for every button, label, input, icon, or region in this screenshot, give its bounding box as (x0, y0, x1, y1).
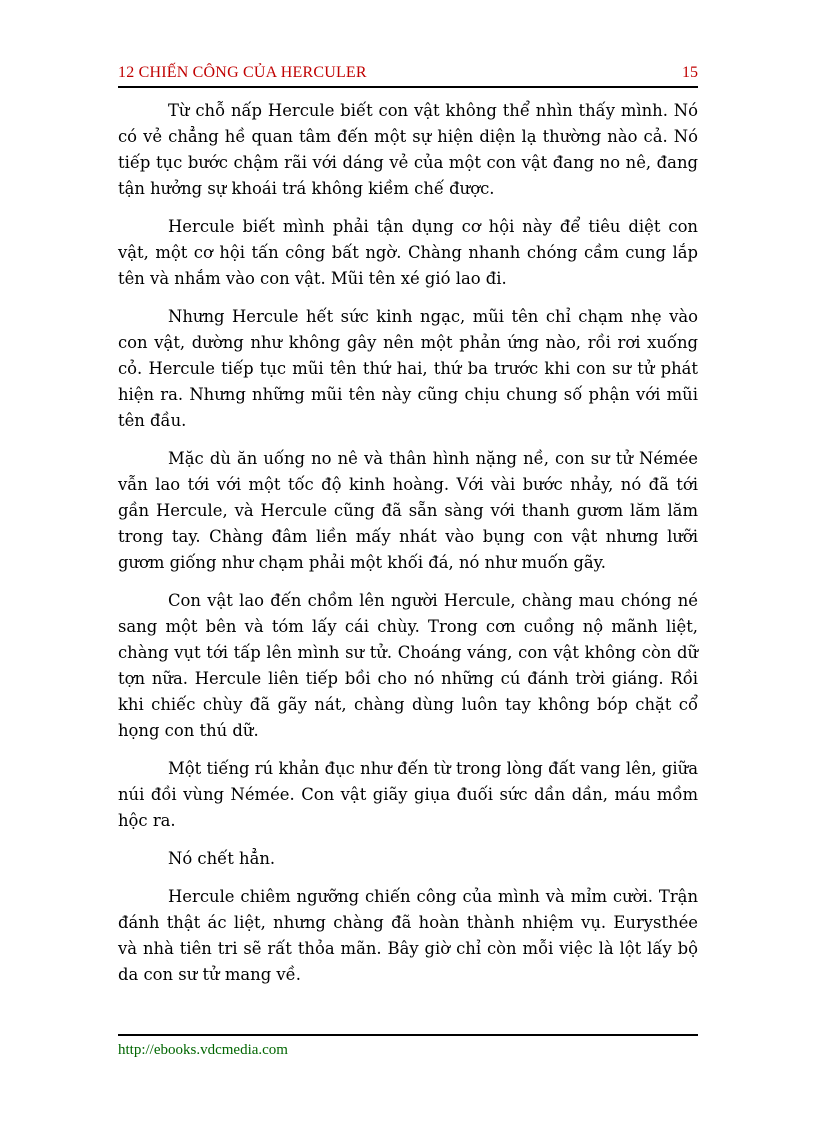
paragraph: Từ chỗ nấp Hercule biết con vật không thể nhìn thấy mình. Nó có vẻ chẳng hề quan tâm đến một sự hiện diện lạ thường nào cả. Nó tiếp tục bước chậm rãi với dáng vẻ của một con vật đang no nê, đang tận hưởng sự khoái trá không kiềm chế được. (118, 101, 698, 198)
paragraph: Một tiếng rú khản đục như đến từ trong lòng đất vang lên, giữa núi đồi vùng Némée. Con vật giãy giụa đuối sức dần dần, máu mồm hộc ra. (118, 759, 698, 830)
paragraph: Hercule chiêm ngưỡng chiến công của mình và mỉm cười. Trận đánh thật ác liệt, nhưng chàng đã hoàn thành nhiệm vụ. Eurysthée và nhà tiên tri sẽ rất thỏa mãn. Bây giờ chỉ còn mỗi việc là lột lấy bộ da con sư tử mang về. (118, 887, 698, 984)
paragraph: Mặc dù ăn uống no nê và thân hình nặng nề, con sư tử Némée vẫn lao tới với một tốc độ kinh hoàng. Với vài bước nhảy, nó đã tới gần Hercule, và Hercule cũng đã sẵn sàng với thanh gươm lăm lăm trong tay. Chàng đâm liền mấy nhát vào bụng con vật nhưng lưỡi gươm giống như chạm phải một khối đá, nó như muốn gãy. (118, 449, 698, 572)
paragraph: Nó chết hẳn. (168, 849, 276, 868)
footer-divider (118, 1034, 698, 1036)
header-title: 12 CHIẾN CÔNG CỦA HERCULER (118, 64, 367, 81)
page-number: 15 (682, 64, 698, 81)
paragraph: Con vật lao đến chồm lên người Hercule, chàng mau chóng né sang một bên và tóm lấy cái chùy. Trong cơn cuồng nộ mãnh liệt, chàng vụt tới tấp lên mình sư tử. Choáng váng, con vật không còn dữ tợn nữa. Hercule liên tiếp bồi cho nó những cú đánh trời giáng. Rồi khi chiếc chùy đã gãy nát, chàng dùng luôn tay không bóp chặt cổ họng con thú dữ. (118, 591, 698, 740)
paragraph: Hercule biết mình phải tận dụng cơ hội này để tiêu diệt con vật, một cơ hội tấn công bất ngờ. Chàng nhanh chóng cầm cung lắp tên và nhắm vào con vật. Mũi tên xé gió lao đi. (118, 217, 698, 288)
footer-link[interactable]: http://ebooks.vdcmedia.com (118, 1042, 288, 1058)
paragraph: Nhưng Hercule hết sức kinh ngạc, mũi tên chỉ chạm nhẹ vào con vật, dường như không gây nên một phản ứng nào, rồi rơi xuống cỏ. Hercule tiếp tục mũi tên thứ hai, thứ ba trước khi con sư tử phát hiện ra. Nhưng những mũi tên này cũng chịu chung số phận với mũi tên đầu. (118, 307, 698, 430)
running-header (118, 62, 698, 88)
body-text (118, 98, 698, 1000)
